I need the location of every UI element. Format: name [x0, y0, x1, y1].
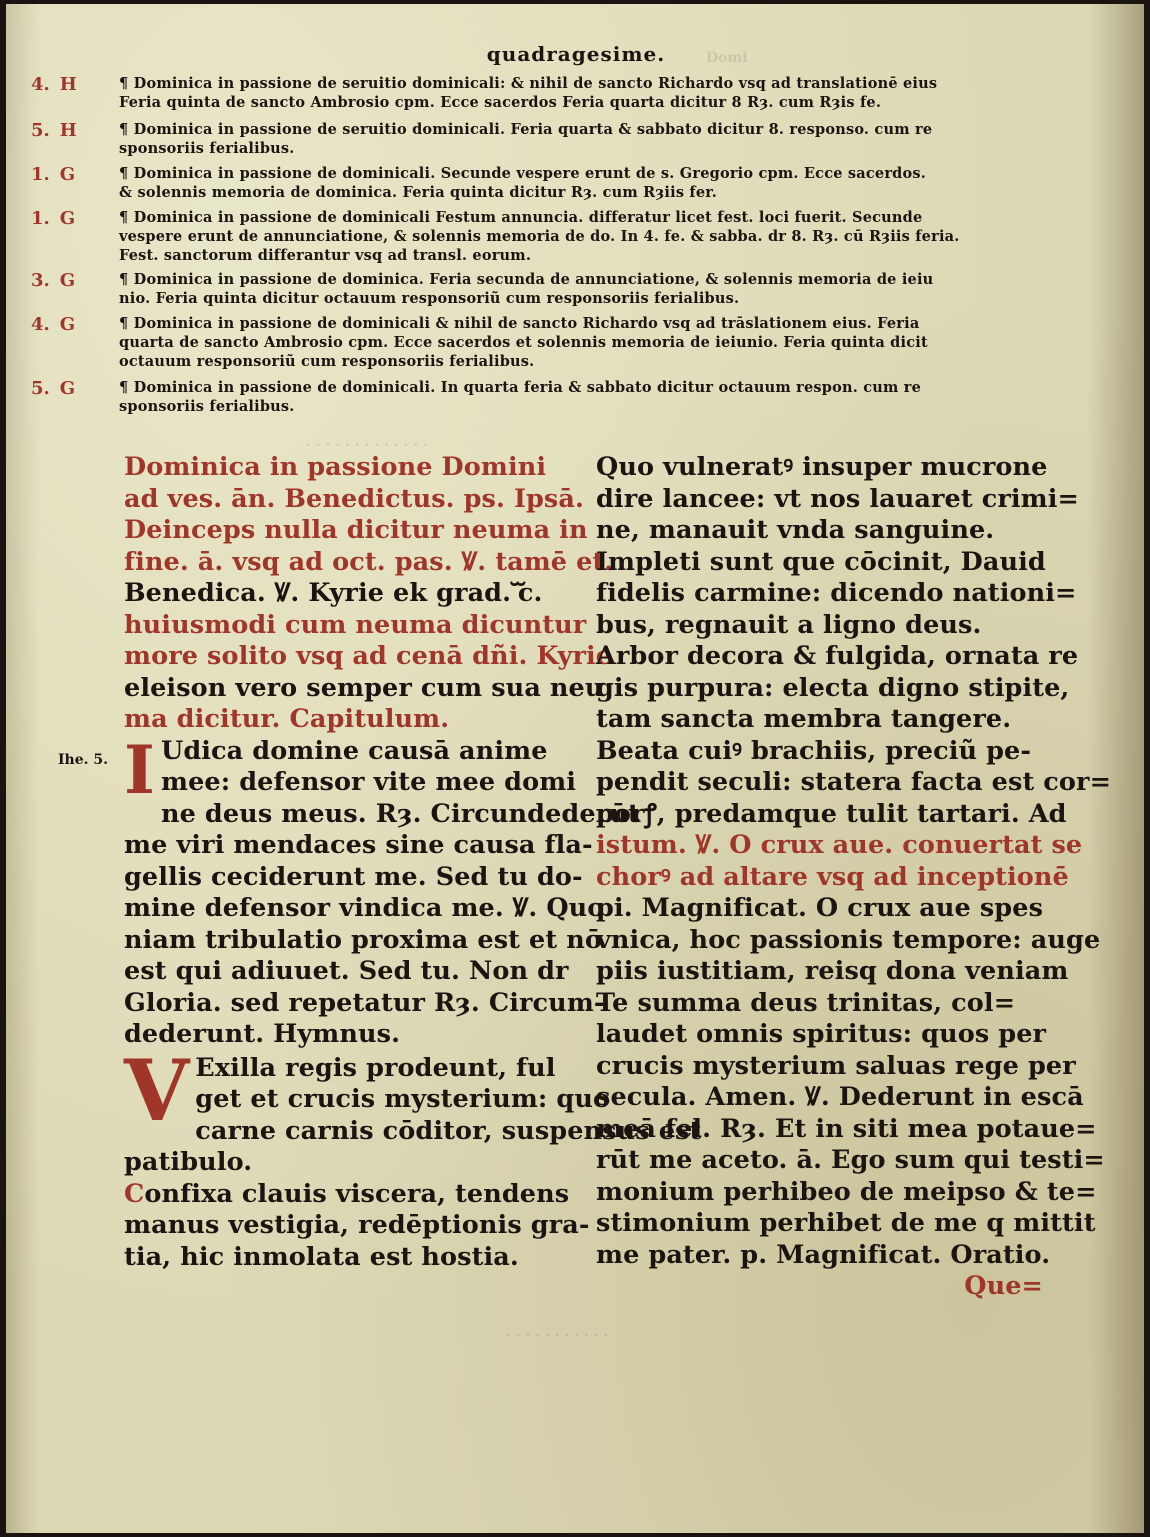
text-line: est qui adiuuet. Sed tu. Non dr: [124, 956, 569, 986]
entry-line: ¶ Dominica in passione de dominicali & nihil de sancto Richardo vsq ad trāslationem eius. Feria: [119, 315, 920, 332]
entry-marker: [31, 74, 126, 95]
calendar-entry: [31, 120, 1051, 158]
entry-number: 1.: [31, 164, 50, 185]
text-line: ne deus meus. Rȝ. Circundederūt: [160, 798, 640, 829]
text-line: mee: defensor vite mee domi: [160, 767, 577, 797]
text-line: monium perhibeo de meipso & te=: [596, 1176, 1097, 1207]
text-line: stimonium perhibet de me q mittit: [596, 1208, 1096, 1238]
text-line: mine defensor vindica me. Ꝟ. Quo: [124, 893, 605, 923]
entry-line: octauum responsoriũ cum responsoriis ferialibus.: [119, 353, 535, 370]
dominical-letter: G: [59, 164, 76, 185]
entry-line: ¶ Dominica in passione de dominicali. In quarta feria & sabbato dicitur octauum respon. cum re: [119, 379, 922, 396]
text-line: laudet omnis spiritus: quos per: [596, 1019, 1047, 1049]
dominical-letter: G: [59, 208, 76, 229]
drop-cap-initial: V: [124, 1040, 190, 1140]
dominical-letter: H: [59, 120, 77, 141]
text-line: rūt me aceto. ā. Ego sum qui testi=: [596, 1145, 1105, 1175]
calendar-entry: [31, 208, 1051, 265]
text-line: niam tribulatio proxima est et nō: [124, 924, 602, 955]
text-line: pi. Magnificat. O crux aue spes: [596, 893, 1044, 923]
entry-line: ¶ Dominica in passione de dominicali. Secunde vespere erunt de s. Gregorio cpm. Ecce sacerdos.: [119, 165, 926, 182]
entry-line: ¶ Dominica in passione de seruitio dominicali. Feria quarta & sabbato dicitur 8. responso. cum re: [119, 121, 933, 138]
rubric-line: more solito vsq ad cenā dñi. Kyrie: [124, 641, 613, 671]
drop-cap-initial: I: [124, 730, 155, 809]
text-line: fidelis carmine: dicendo nationi=: [596, 578, 1077, 608]
rubric-line: fine. ā. vsq ad oct. pas. Ꝟ. tamē et.: [124, 546, 614, 577]
entry-line: & solennis memoria de dominica. Feria quinta dicitur Rȝ. cum Rȝiis fer.: [119, 184, 718, 201]
entry-line: sponsoriis ferialibus.: [119, 140, 295, 157]
entry-number: 5.: [31, 120, 50, 141]
dominical-letter: G: [59, 378, 76, 399]
text-line: Udica domine causā anime: [160, 735, 548, 766]
stanza-block: [124, 1178, 590, 1274]
text-line: gis purpura: electa digno stipite,: [596, 672, 1070, 703]
text-span: onfixa clauis viscera, tendens: [144, 1178, 570, 1209]
text-line: dederunt. Hymnus.: [124, 1019, 401, 1049]
dominical-letter: H: [59, 74, 77, 95]
text-line: dire lancee: vt nos lauaret crimi=: [596, 483, 1079, 514]
entry-marker: [31, 208, 126, 229]
text-line: Impleti sunt que cōcinit, Dauid: [596, 546, 1046, 577]
calendar-entry: [31, 164, 1051, 202]
book-page: [6, 4, 1144, 1533]
text-line: eleison vero semper cum sua neu: [124, 672, 604, 703]
entry-line: ¶ Dominica in passione de dominicali Festum annuncia. differatur licet fest. loci fuerit. Secunde: [119, 209, 923, 226]
text-line: piis iustitiam, reisq dona veniam: [596, 956, 1069, 986]
text-line: crucis mysterium saluas rege per: [596, 1050, 1076, 1081]
calendar-entry: [31, 74, 1051, 112]
text-line: Exilla regis prodeunt, ful: [195, 1052, 556, 1083]
entry-marker: [31, 314, 126, 335]
entry-marker: [31, 270, 126, 291]
text-line: get et crucis mysterium: quo: [195, 1084, 611, 1114]
entry-number: 5.: [31, 378, 50, 399]
right-column: [596, 452, 1112, 1303]
text-line: Gloria. sed repetatur Rȝ. Circum-: [124, 987, 605, 1018]
text-line: [124, 1179, 584, 1211]
text-line: Beata cuiꝰ brachiis, preciũ pe-: [596, 735, 1032, 766]
entry-marker: [31, 378, 126, 399]
text-line: tam sancta membra tangere.: [596, 704, 1012, 734]
dominical-letter: G: [59, 270, 76, 291]
entry-line: Feria quinta de sancto Ambrosio cpm. Ecce sacerdos Feria quarta dicitur 8 Rȝ. cum Rȝis fe.: [119, 94, 882, 111]
rubric-line: chorꝰ ad altare vsq ad inceptionē: [596, 861, 1069, 892]
entry-line: ¶ Dominica in passione de dominica. Feria secunda de annunciatione, & solennis memoria de ieiu: [119, 271, 934, 288]
text-line: patibulo.: [124, 1147, 253, 1177]
text-line: secula. Amen. Ꝟ. Dederunt in escā: [596, 1082, 1084, 1112]
bleed-through-text: . . . . . . . . . . . . .: [306, 434, 428, 450]
bleed-through-text: . . . . . . . . . . .: [506, 1324, 609, 1340]
entry-line: Fest. sanctorum differantur vsq ad transl. eorum.: [119, 247, 532, 264]
text-line: gellis ceciderunt me. Sed tu do-: [124, 861, 583, 892]
text-line: Quo vulneratꝰ insuper mucrone: [596, 452, 1048, 482]
entry-line: sponsoriis ferialibus.: [119, 398, 295, 415]
capitulum-block: [124, 730, 640, 1051]
text-line: Te summa deus trinitas, col=: [596, 987, 1016, 1018]
left-column: [124, 452, 702, 1273]
hymn-block: [124, 1040, 702, 1179]
entry-number: 4.: [31, 74, 50, 95]
entry-line: quarta de sancto Ambrosio cpm. Ecce sacerdos et solennis memoria de ieiunio. Feria quinta dicit: [119, 334, 928, 351]
text-line: manus vestigia, redēptionis gra-: [124, 1210, 590, 1240]
text-line: me viri mendaces sine causa fla-: [124, 830, 593, 860]
text-line: Benedica. Ꝟ. Kyrie ek grad. ᷓc.: [124, 578, 543, 608]
text-line: pendit seculi: statera facta est cor=: [596, 767, 1112, 797]
entry-line: vespere erunt de annunciatione, & solennis memoria de do. In 4. fe. & sabba. dr 8. Rȝ. cū Rȝiis feria.: [119, 228, 960, 245]
catchword: Que=: [964, 1271, 1043, 1301]
calendar-entry: [31, 314, 1051, 371]
calendar-entry: [31, 270, 1051, 308]
rubric-line: istum. Ꝟ. O crux aue. conuertat se: [596, 830, 1083, 860]
text-line: ne, manauit vnda sanguine.: [596, 515, 995, 545]
rubric-line: huiusmodi cum neuma dicuntur: [124, 609, 587, 640]
rubric-line: Deinceps nulla dicitur neuma in: [124, 515, 588, 545]
running-title: quadragesime.: [486, 42, 666, 66]
margin-reference: Ihe. 5.: [58, 752, 108, 768]
text-line: meā fel. Rȝ. Et in siti mea potaue=: [596, 1113, 1097, 1144]
entry-number: 4.: [31, 314, 50, 335]
entry-marker: [31, 120, 126, 141]
calendar-entry: [31, 378, 1051, 416]
entry-line: ¶ Dominica in passione de seruitio dominicali: & nihil de sancto Richardo vsq ad translationē eius: [119, 75, 938, 92]
text-line: carne carnis cōditor, suspensus est: [195, 1115, 702, 1146]
text-line: porꝭ, predamque tulit tartari. Ad: [596, 798, 1067, 829]
stanza-initial: C: [124, 1178, 145, 1209]
text-line: Arbor decora & fulgida, ornata re: [596, 641, 1079, 671]
rubric-line: Dominica in passione Domini: [124, 452, 547, 482]
bleed-through-text: Domi: [706, 50, 748, 66]
entry-marker: [31, 164, 126, 185]
dominical-letter: G: [59, 314, 76, 335]
text-line: vnica, hoc passionis tempore: auge: [596, 924, 1101, 955]
entry-number: 3.: [31, 270, 50, 291]
entry-number: 1.: [31, 208, 50, 229]
entry-line: nio. Feria quinta dicitur octauum responsoriũ cum responsoriis ferialibus.: [119, 290, 740, 307]
text-line: bus, regnauit a ligno deus.: [596, 609, 982, 640]
text-line: tia, hic inmolata est hostia.: [124, 1241, 519, 1272]
rubric-line: ad ves. ān. Benedictus. ps. Ipsā.: [124, 483, 584, 514]
rubric-line: ma dicitur. Capitulum.: [124, 704, 450, 734]
text-line: me pater. p. Magnificat. Oratio.: [596, 1239, 1051, 1270]
